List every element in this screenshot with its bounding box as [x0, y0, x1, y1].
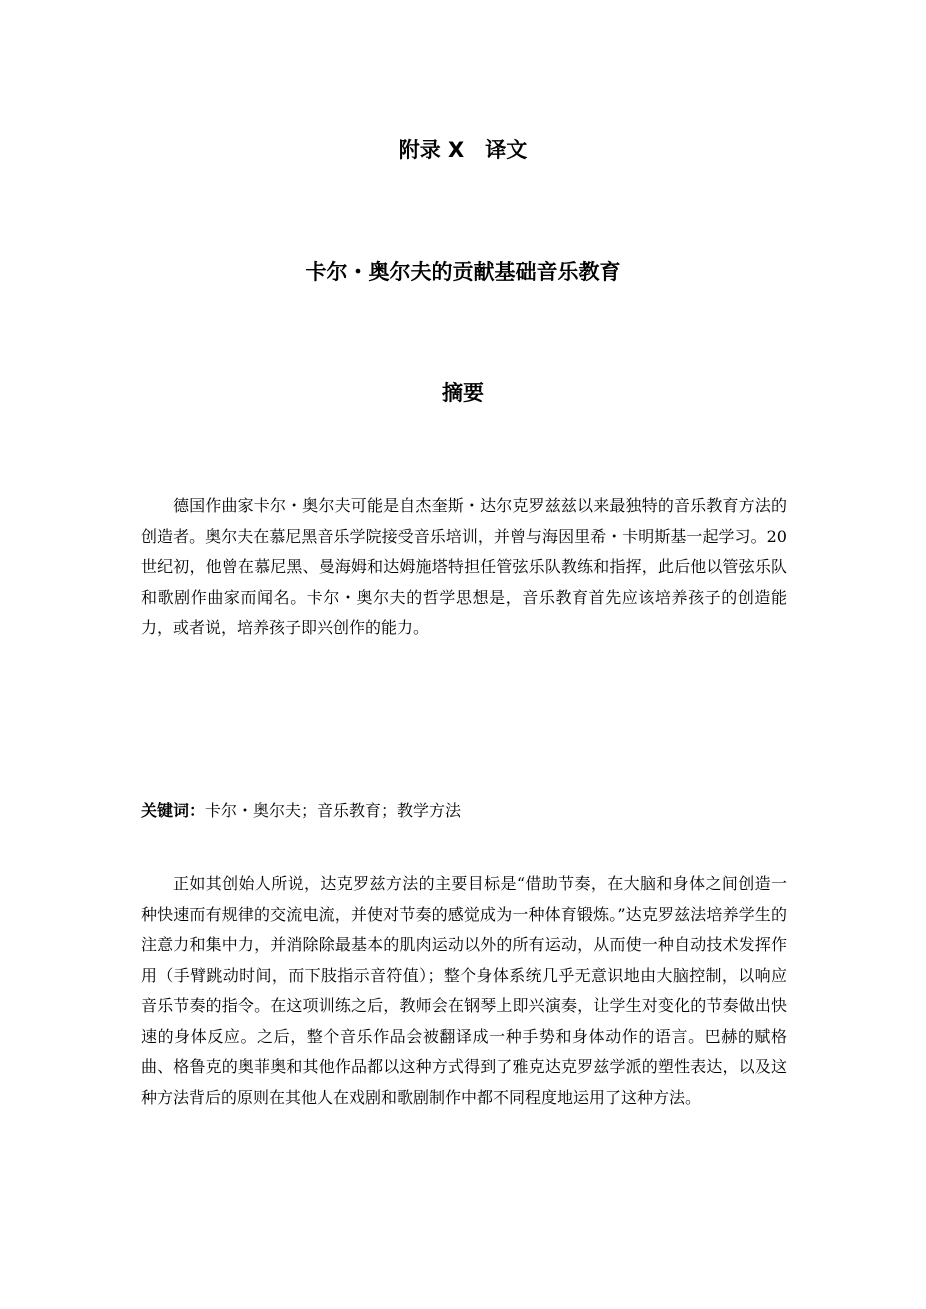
- document-title: 卡尔・奥尔夫的贡献基础音乐教育: [305, 260, 621, 284]
- keywords-line: [141, 796, 787, 826]
- body-paragraph: 正如其创始人所说，达克罗兹方法的主要目标是“借助节奏，在大脑和身体之间创造一种快速而有规律的交流电流，并使对节奏的感觉成为一种体育锻炼。”达克罗兹法培养学生的注意力和集中力，并消除除最基本的肌肉运动以外的所有运动，从而使一种自动技术发挥作用（手臂跳动时间，而下肢指示音符值）；整个身体系统几乎无意识地由大脑控制，以响应音乐节奏的指令。在这项训练之后，教师会在钢琴上即兴演奏，让学生对变化的节奏做出快速的身体反应。之后，整个音乐作品会被翻译成一种手势和身体动作的语言。巴赫的赋格曲、格鲁克的奥菲奥和其他作品都以这种方式得到了雅克达克罗兹学派的塑性表达，以及这种方法背后的原则在其他人在戏剧和歌剧制作中都不同程度地运用了这种方法。: [141, 874, 787, 1107]
- abstract-paragraph: 德国作曲家卡尔・奥尔夫可能是自杰奎斯・达尔克罗兹兹以来最独特的音乐教育方法的创造者。奥尔夫在慕尼黑音乐学院接受音乐培训，并曾与海因里希・卡明斯基一起学习。20 世纪初，他曾在慕尼黑、曼海姆和达姆施塔特担任管弦乐队教练和指挥，此后他以管弦乐队和歌剧作曲家而闻名。卡尔・奥尔夫的哲学思想是，音乐教育首先应该培养孩子的创造能力，或者说，培养孩子即兴创作的能力。: [141, 496, 787, 637]
- appendix-heading: 附录 X 译文: [398, 138, 528, 162]
- keywords-label: 关键词：: [141, 801, 206, 820]
- keywords-text: 卡尔・奥尔夫；音乐教育；教学方法: [205, 801, 462, 820]
- abstract-heading: 摘要: [442, 381, 484, 405]
